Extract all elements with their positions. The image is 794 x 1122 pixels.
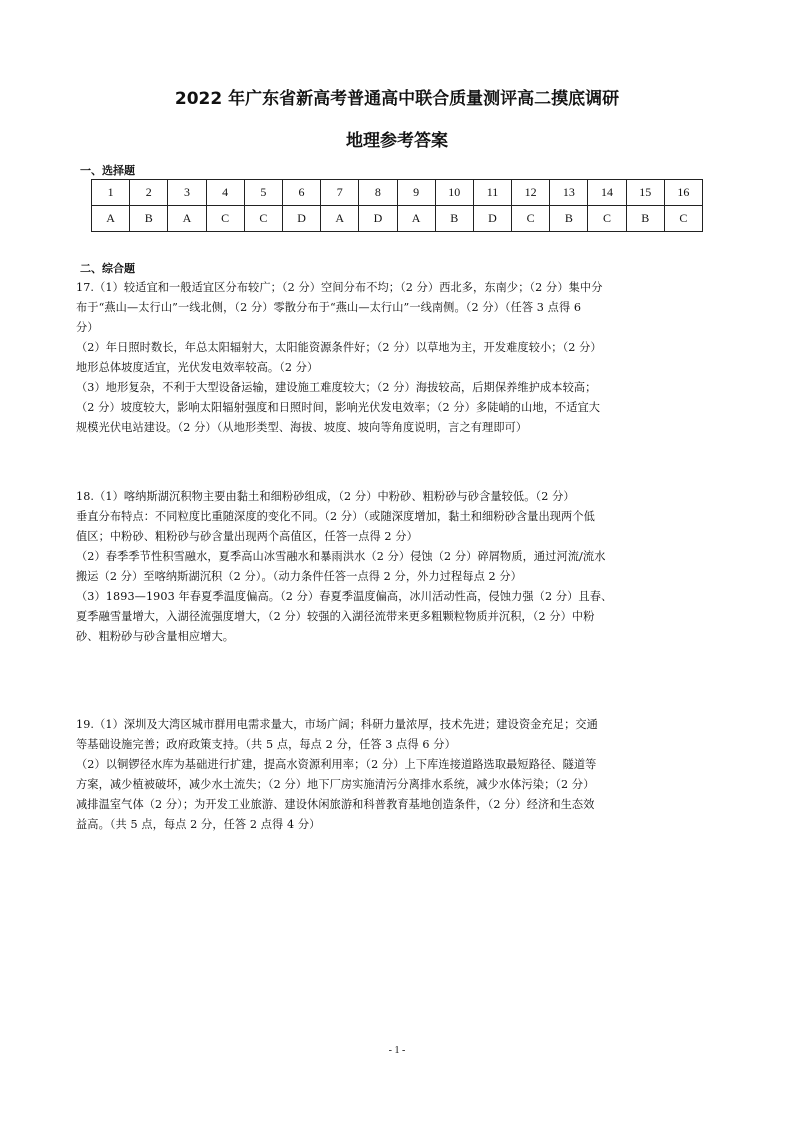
- answer-line: 规模光伏电站建设。（2 分）（从地形类型、海拔、坡度、坡向等角度说明，言之有理即可）: [76, 421, 528, 434]
- question-number: 2: [130, 180, 168, 206]
- question-number: 16: [664, 180, 702, 206]
- answer-line: 益高。（共 5 点，每点 2 分，任答 2 点得 4 分）: [76, 818, 321, 831]
- answer-cell: D: [473, 206, 511, 232]
- question-number: 13: [550, 180, 588, 206]
- page-subtitle: 地理参考答案: [346, 131, 448, 151]
- answer-line: 减排温室气体（2 分）；为开发工业旅游、建设休闲旅游和科普教育基地创造条件，（2 分）经济和生态效: [76, 798, 595, 811]
- answer-line: （3）1893—1903 年春夏季温度偏高。（2 分）春夏季温度偏高，冰川活动性高，侵蚀力强（2 分）且春、: [76, 590, 613, 603]
- answer-cell: B: [435, 206, 473, 232]
- answer-table-number-row: [92, 180, 703, 206]
- answer-line: 值区；中粉砂、粗粉砂与砂含量出现两个高值区，任答一点得 2 分）: [76, 530, 418, 543]
- answer-line: 等基础设施完善；政府政策支持。（共 5 点，每点 2 分，任答 3 点得 6 分）: [76, 738, 456, 751]
- answer-cell: B: [550, 206, 588, 232]
- question-number: 4: [206, 180, 244, 206]
- answer-cell: C: [588, 206, 626, 232]
- answer-line: 布于“燕山—太行山”一线北侧，（2 分）零散分布于“燕山—太行山”一线南侧。（2 分）（任答 3 点得 6: [76, 301, 582, 314]
- question-number: 1: [92, 180, 130, 206]
- answer-cell: B: [130, 206, 168, 232]
- answer-line: 砂、粗粉砂与砂含量相应增大。: [76, 630, 235, 643]
- answer-line: 方案，减少植被破坏，减少水土流失；（2 分）地下厂房实施清污分离排水系统，减少水体污染；（2 分）: [76, 778, 595, 791]
- answer-line: （2）以铜锣径水库为基础进行扩建，提高水资源利用率；（2 分）上下库连接道路选取最短路径、隧道等: [76, 758, 597, 771]
- question-number: 15: [626, 180, 664, 206]
- question-19-answer: [76, 715, 722, 835]
- question-number: 8: [359, 180, 397, 206]
- page-title: 2022 年广东省新高考普通高中联合质量测评高二摸底调研: [174, 89, 620, 109]
- section-heading-comprehensive: 二、综合题: [80, 262, 135, 275]
- question-number: 6: [282, 180, 320, 206]
- answer-line: 分）: [76, 321, 99, 334]
- answer-line: （3）地形复杂，不利于大型设备运输，建设施工难度较大；（2 分）海拔较高，后期保养维护成本较高；: [76, 381, 597, 394]
- answer-line: 夏季融雪量增大，入湖径流强度增大，（2 分）较强的入湖径流带来更多粗颗粒物质并沉积，（2 分）中粉: [76, 610, 595, 623]
- answer-line: （2）年日照时数长，年总太阳辐射大，太阳能资源条件好；（2 分）以草地为主，开发难度较小；（2 分）: [76, 341, 602, 354]
- question-number: 9: [397, 180, 435, 206]
- answer-line: 垂直分布特点：不同粒度比重随深度的变化不同。（2 分）（或随深度增加，黏土和细粉砂含量出现两个低: [76, 510, 595, 523]
- question-number: 5: [244, 180, 282, 206]
- answer-line: 地形总体坡度适宜，光伏发电效率较高。（2 分）: [76, 361, 319, 374]
- answer-cell: C: [206, 206, 244, 232]
- question-number: 7: [321, 180, 359, 206]
- answer-line: 17.（1）较适宜和一般适宜区分布较广；（2 分）空间分布不均；（2 分）西北多，东南少；（2 分）集中分: [76, 281, 603, 294]
- answer-cell: A: [397, 206, 435, 232]
- answer-table-answer-row: [92, 206, 703, 232]
- answer-line: 搬运（2 分）至喀纳斯湖沉积（2 分）。（动力条件任答一点得 2 分，外力过程每点 2 分）: [76, 570, 522, 583]
- answer-cell: C: [244, 206, 282, 232]
- answer-cell: C: [664, 206, 702, 232]
- answer-cell: A: [92, 206, 130, 232]
- question-number: 10: [435, 180, 473, 206]
- answer-cell: A: [321, 206, 359, 232]
- answer-line: （2 分）坡度较大，影响太阳辐射强度和日照时间，影响光伏发电效率；（2 分）多陡峭的山地，不适宜大: [76, 401, 601, 414]
- page-number: - 1 -: [388, 1045, 406, 1056]
- question-18-answer: [76, 487, 722, 647]
- question-number: 12: [512, 180, 550, 206]
- question-number: 14: [588, 180, 626, 206]
- answer-cell: D: [282, 206, 320, 232]
- question-17-answer: [76, 278, 722, 438]
- section-heading-choice: 一、选择题: [80, 164, 135, 177]
- answer-cell: C: [512, 206, 550, 232]
- answer-cell: D: [359, 206, 397, 232]
- answer-line: 19.（1）深圳及大湾区城市群用电需求量大，市场广阔；科研力量浓厚，技术先进；建设资金充足；交通: [76, 718, 598, 731]
- question-number: 3: [168, 180, 206, 206]
- answer-table: [91, 179, 703, 232]
- answer-line: （2）春季季节性积雪融水，夏季高山冰雪融水和暴雨洪水（2 分）侵蚀（2 分）碎屑物质，通过河流/流水: [76, 550, 606, 563]
- question-number: 11: [473, 180, 511, 206]
- answer-cell: B: [626, 206, 664, 232]
- answer-line: 18.（1）喀纳斯湖沉积物主要由黏土和细粉砂组成，（2 分）中粉砂、粗粉砂与砂含量较低。（2 分）: [76, 490, 575, 503]
- answer-cell: A: [168, 206, 206, 232]
